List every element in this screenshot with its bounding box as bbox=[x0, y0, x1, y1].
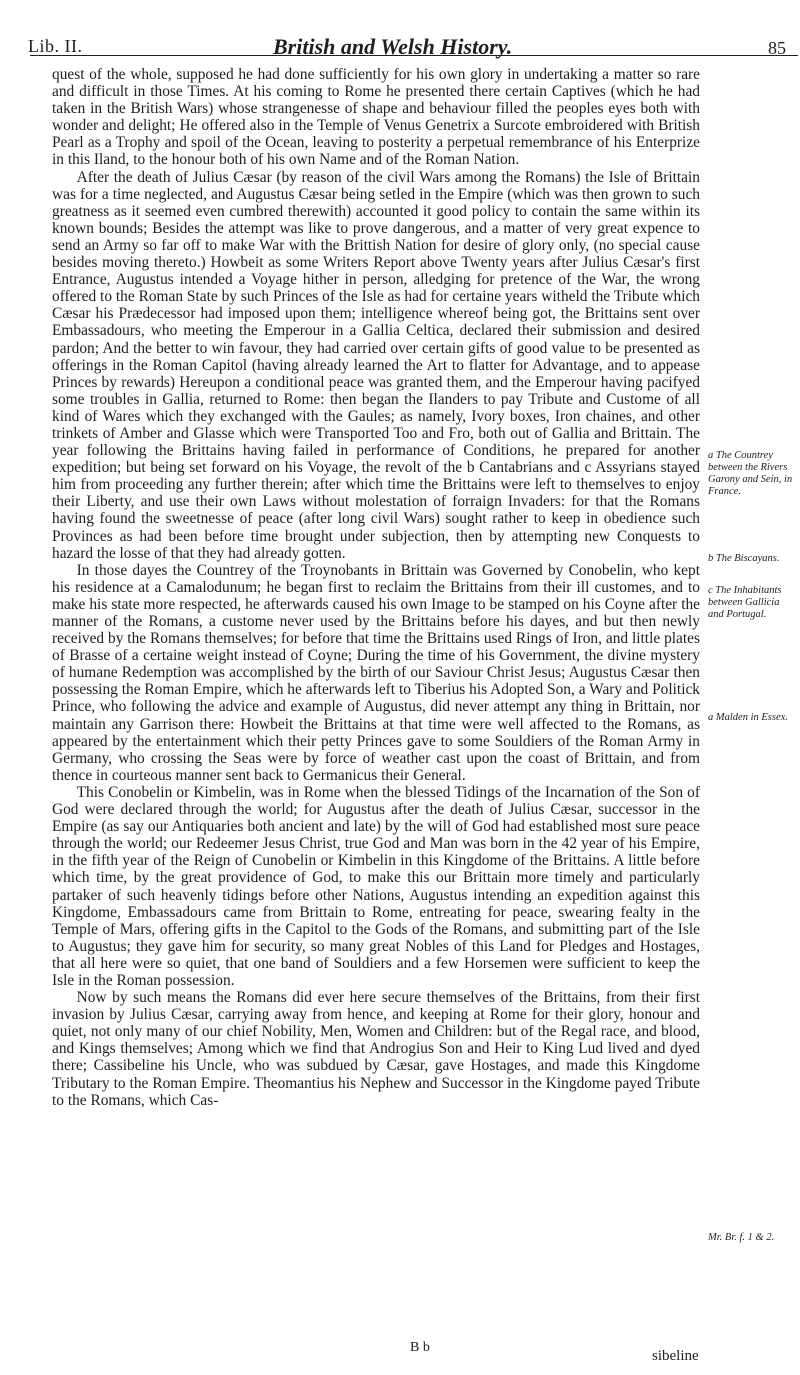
running-title: British and Welsh History. bbox=[273, 34, 513, 59]
signature-mark: B b bbox=[410, 1340, 430, 1355]
margin-note: c The Inhabitants between Gallicia and Portugal. bbox=[708, 585, 782, 620]
paragraph: In those dayes the Countrey of the Troynobants in Brittain was Governed by Conobelin, who kept his residence at a Camalodunum; he began first to reclaim the Brittains from their ill customes, and to make his state more respected, he afterwards caused his own Image to be stamped on his Coyne after the manner of the Romans, a custome never used by the Brittains before his dayes, and but then newly received by the Romans themselves; for before that time the Brittains used Rings of Iron, and little plates of Brasse of a certaine weight instead of Coyne; During the time of his Government, the divine mystery of humane Redemption was accomplished by the birth of our Saviour Christ Jesus; Augustus Cæsar then possessing the Roman Empire, which he afterwards left to Tiberius his Adopted Son, a Wary and Politick Prince, who following the advice and example of Augustus, did never attempt any thing in Brittain, nor maintain any Garrison there: Howbeit the Brittains at that time were well affected to the Romans, as appeared by the entertainment which their petty Princes gave to some Souldiers of the Roman Army in Germany, who crossing the Seas were by force of weather cast upon the coast of Brittain, and from thence in courteous manner sent back to Germanicus their General. bbox=[52, 561, 700, 784]
margin-note: Mr. Br. f. 1 & 2. bbox=[708, 1232, 775, 1243]
body-text bbox=[52, 66, 700, 1109]
catchword: sibeline bbox=[652, 1348, 699, 1364]
section-label: Lib. II. bbox=[28, 36, 83, 56]
page-header bbox=[28, 14, 796, 59]
margin-note: b The Biscayans. bbox=[708, 553, 780, 564]
margin-note: a The Countrey between the Rivers Garony and Sein, in France. bbox=[708, 450, 793, 497]
header-rule bbox=[30, 55, 798, 56]
paragraph: After the death of Julius Cæsar (by reason of the civil Wars among the Romans) the Isle of Brittain was for a time neglected, and Augustus Cæsar being setled in the Empire (which was then grown to such greatness as it seemed even cumbred therewith) accounted it good policy to contain the same within its known bounds; Besides the attempt was like to prove dangerous, and a matter of very great expence to send an Army so far off to make War with the Brittish Nation for desire of glory only, (no special cause besides moving thereto.) Howbeit as some Writers Report above Twenty years after Julius Cæsar's first Entrance, Augustus intended a Voyage hither in person, alledging for pretence of the War, the wrong offered to the Roman State by such Princes of the Isle as had for certaine years witheld the Tribute which Cæsar his Prædecessor had imposed upon them; intelligence whereof being got, the Brittains sent over Embassadours, who meeting the Emperour in a Gallia Celtica, declared their submission and desired pardon; And the better to win favour, they had carried over certain gifts of good value to be presented as offerings in the Roman Capitol (having already learned the Art to flatter for Advantage, and to appease Princes by rewards) Hereupon a conditional peace was granted them, and the Emperour having pacifyed some troubles in Gallia, returned to Rome: then began the Ilanders to pay Tribute and Custome of all kind of Wares which they exchanged with the Gaules; as namely, Ivory boxes, Iron chaines, and other trinkets of Amber and Glasse which were Transported Too and Fro, both out of Gallia and Brittain. The year following the Brittains having failed in performance of Conditions, he prepared for another expedition; but being set forward on his Voyage, the revolt of the b Cantabrians and c Assyrians stayed him from proceeding any further therein; after which time the Brittains were left to themselves to enjoy their Liberty, and use their own Laws without molestation of forraign Invaders: for that the Romans having found the sweetnesse of peace (after long civil Wars) sought rather to keep in obedience such Provinces as had been before time brought under subjection, then by attempting new Conquests to hazard the losse of that they had already gotten. bbox=[52, 168, 700, 562]
paragraph: quest of the whole, supposed he had done sufficiently for his own glory in undertaking a matter so rare and difficult in those Times. At his coming to Rome he presented there certain Captives (which he had taken in the British Wars) whose strangenesse of shape and behaviour filled the peoples eyes both with wonder and delight; He offered also in the Temple of Venus Genetrix a Surcote embroidered with British Pearl as a Trophy and spoil of the Ocean, leaving to posterity a perpetual remembrance of his Enterprize in this Iland, to the honour both of his own Name and of the Roman Nation. bbox=[52, 66, 700, 169]
margin-note: a Malden in Essex. bbox=[708, 712, 788, 723]
paragraph: Now by such means the Romans did ever here secure themselves of the Brittains, from their first invasion by Julius Cæsar, carrying away from hence, and keeping at Rome for their glory, honour and quiet, not only many of our chief Nobility, Men, Women and Children: but of the Regal race, and blood, and Kings themselves; Among which we find that Androgius Son and Heir to King Lud lived and dyed there; Cassibeline his Uncle, who was subdued by Cæsar, gave Hostages, and made this Kingdome Tributary to the Roman Empire. Theomantius his Nephew and Successor in the Kingdome payed Tribute to the Romans, which Cas- bbox=[52, 989, 700, 1109]
page-number: 85 bbox=[768, 38, 786, 58]
paragraph: This Conobelin or Kimbelin, was in Rome when the blessed Tidings of the Incarnation of the Son of God were declared through the world; for Augustus after the death of Julius Cæsar, successor in the Empire (as say our Antiquaries both ancient and late) by the will of God had established most sure peace through the world; our Redeemer Jesus Christ, true God and Man was born in the 42 year of his Empire, in the fifth year of the Reign of Cunobelin or Kimbelin in this Kingdome of the Brittains. A little before which time, by the great providence of God, to make this our Brittain more timely and particularly partaker of such heavenly tidings before other Nations, Augustus intending an expedition against this Kingdome, Embassadours came from Brittain to Rome, entreating for peace, swearing fealty in the Temple of Mars, offering gifts in the Capitol to the Gods of the Romans, and submitting part of the Isle to Augustus; they gave him for security, so many great Nobles of this Land for Pledges and Hostages, that all here were so quiet, that one band of Souldiers and a few Horsemen were sufficient to keep the Isle in the Roman possession. bbox=[52, 783, 700, 989]
